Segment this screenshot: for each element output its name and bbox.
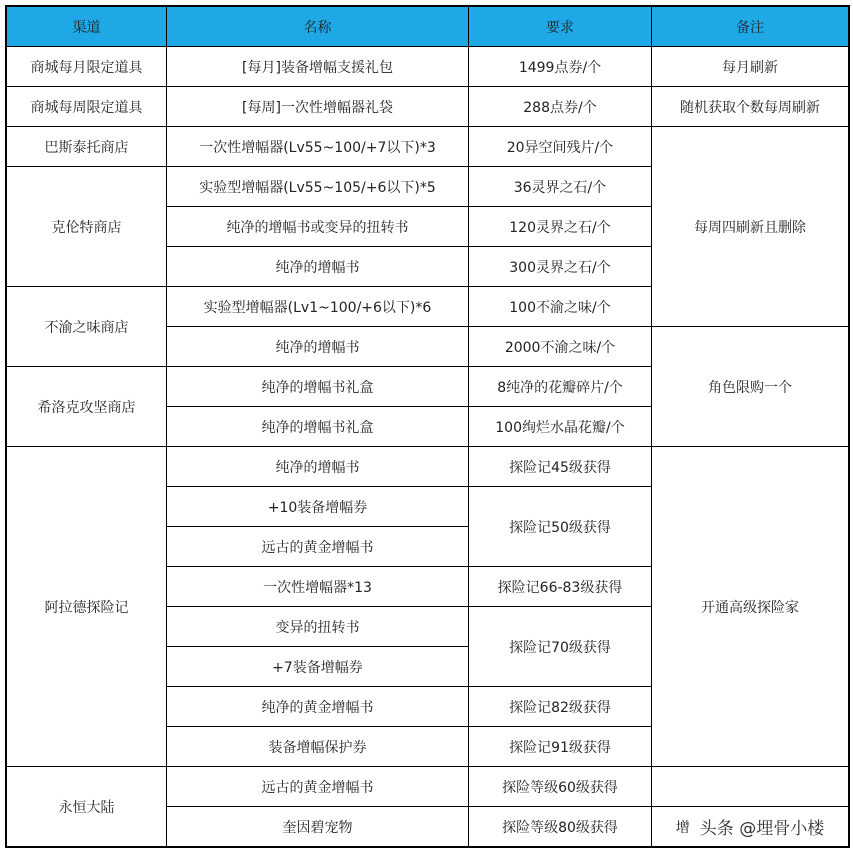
table-row	[6, 87, 849, 127]
name-cell: +10装备增幅券	[167, 487, 469, 527]
info-table	[5, 5, 850, 848]
channel-cell: 巴斯泰托商店	[6, 127, 167, 167]
requirement-cell: 8纯净的花瓣碎片/个	[469, 367, 652, 407]
watermark: 头条 @埋骨小楼	[699, 819, 825, 839]
requirement-cell: 20异空间残片/个	[469, 127, 652, 167]
requirement-cell: 100不渝之味/个	[469, 287, 652, 327]
requirement-cell: 120灵界之石/个	[469, 207, 652, 247]
name-cell: 纯净的增幅书	[167, 327, 469, 367]
header-row	[6, 6, 849, 47]
channel-cell: 不渝之味商店	[6, 287, 167, 367]
table-row	[6, 127, 849, 167]
table-row	[6, 447, 849, 487]
header-note: 备注	[652, 6, 850, 47]
name-cell: 纯净的增幅书	[167, 447, 469, 487]
name-cell: 远古的黄金增幅书	[167, 767, 469, 807]
name-cell: [每周]一次性增幅器礼袋	[167, 87, 469, 127]
channel-cell: 商城每周限定道具	[6, 87, 167, 127]
name-cell: 纯净的增幅书礼盒	[167, 367, 469, 407]
name-cell: 纯净的增幅书礼盒	[167, 407, 469, 447]
requirement-cell: 288点券/个	[469, 87, 652, 127]
name-cell: 实验型增幅器(Lv1~100/+6以下)*6	[167, 287, 469, 327]
channel-cell: 阿拉德探险记	[6, 447, 167, 767]
header-requirement: 要求	[469, 6, 652, 47]
requirement-cell: 100绚烂水晶花瓣/个	[469, 407, 652, 447]
name-cell: 奎因碧宠物	[167, 807, 469, 848]
name-cell: 远古的黄金增幅书	[167, 527, 469, 567]
name-cell: 一次性增幅器(Lv55~100/+7以下)*3	[167, 127, 469, 167]
requirement-cell: 300灵界之石/个	[469, 247, 652, 287]
name-cell: 纯净的增幅书或变异的扭转书	[167, 207, 469, 247]
note-cell: 角色限购一个	[652, 327, 850, 447]
requirement-cell: 探险等级60级获得	[469, 767, 652, 807]
name-cell: [每月]装备增幅支援礼包	[167, 47, 469, 87]
table-row	[6, 767, 849, 807]
note-cell: 开通高级探险家	[652, 447, 850, 767]
note-cell: 每周四刷新且删除	[652, 127, 850, 327]
requirement-cell: 探险等级80级获得	[469, 807, 652, 848]
requirement-cell: 36灵界之石/个	[469, 167, 652, 207]
note-cell: 随机获取个数每周刷新	[652, 87, 850, 127]
name-cell: 一次性增幅器*13	[167, 567, 469, 607]
name-cell: 纯净的增幅书	[167, 247, 469, 287]
requirement-cell: 探险记70级获得	[469, 607, 652, 687]
name-cell: 装备增幅保护券	[167, 727, 469, 767]
requirement-cell: 探险记66-83级获得	[469, 567, 652, 607]
name-cell: +7装备增幅券	[167, 647, 469, 687]
header-name: 名称	[167, 6, 469, 47]
note-text: 增	[675, 819, 690, 836]
name-cell: 实验型增幅器(Lv55~105/+6以下)*5	[167, 167, 469, 207]
channel-cell: 希洛克攻坚商店	[6, 367, 167, 447]
requirement-cell: 探险记50级获得	[469, 487, 652, 567]
name-cell: 变异的扭转书	[167, 607, 469, 647]
channel-cell: 永恒大陆	[6, 767, 167, 848]
requirement-cell: 探险记91级获得	[469, 727, 652, 767]
channel-cell: 克伦特商店	[6, 167, 167, 287]
table-row	[6, 47, 849, 87]
requirement-cell: 1499点券/个	[469, 47, 652, 87]
note-cell	[652, 767, 850, 807]
channel-cell: 商城每月限定道具	[6, 47, 167, 87]
requirement-cell: 2000不渝之味/个	[469, 327, 652, 367]
name-cell: 纯净的黄金增幅书	[167, 687, 469, 727]
header-channel: 渠道	[6, 6, 167, 47]
note-cell	[652, 807, 850, 848]
note-cell: 每月刷新	[652, 47, 850, 87]
requirement-cell: 探险记82级获得	[469, 687, 652, 727]
requirement-cell: 探险记45级获得	[469, 447, 652, 487]
